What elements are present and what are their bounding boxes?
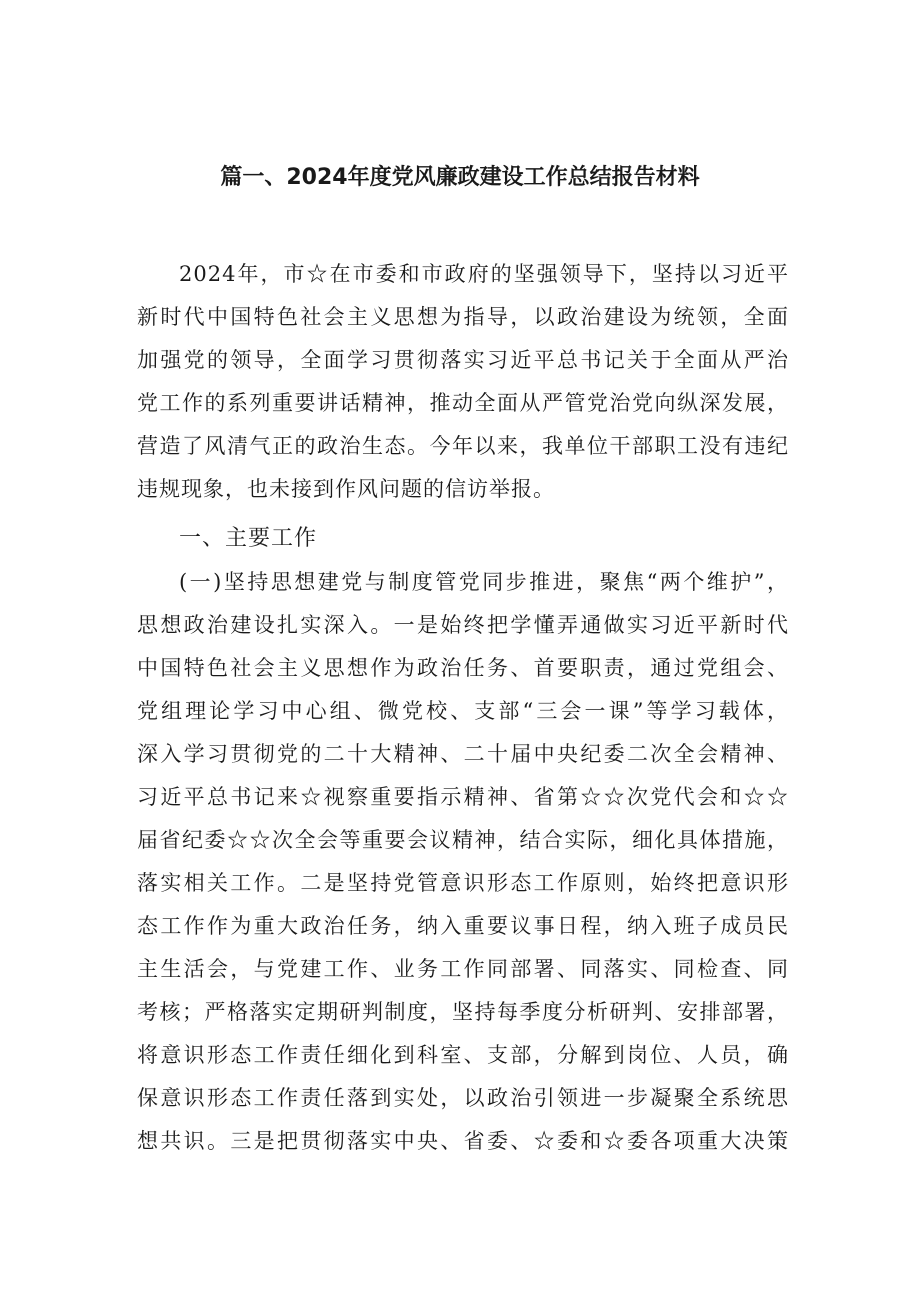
text-line: 加强党的领导，全面学习贯彻落实习近平总书记关于全面从严治 bbox=[137, 348, 789, 372]
text-line: 2024年，市☆在市委和市政府的坚强领导下，坚持以习近平 bbox=[179, 262, 789, 286]
text-line: 考核；严格落实定期研判制度，坚持每季度分析研判、安排部署， bbox=[137, 1000, 789, 1024]
intro-paragraph bbox=[137, 253, 789, 511]
document-title: 篇一、2024年度党风廉政建设工作总结报告材料 bbox=[220, 165, 700, 190]
text-line: 主生活会，与党建工作、业务工作同部署、同落实、同检查、同 bbox=[137, 957, 789, 981]
text-line: (一)坚持思想建党与制度管党同步推进，聚焦“两个维护”， bbox=[179, 570, 789, 594]
section-heading: 一、主要工作 bbox=[179, 526, 318, 551]
text-line: 违规现象，也未接到作风问题的信访举报。 bbox=[137, 477, 555, 501]
section-paragraph bbox=[137, 561, 789, 1163]
text-line: 态工作作为重大政治任务，纳入重要议事日程，纳入班子成员民 bbox=[137, 914, 789, 938]
text-line: 思想政治建设扎实深入。一是始终把学懂弄通做实习近平新时代 bbox=[137, 613, 789, 637]
text-line: 将意识形态工作责任细化到科室、支部，分解到岗位、人员，确 bbox=[137, 1043, 789, 1067]
text-line: 落实相关工作。二是坚持党管意识形态工作原则，始终把意识形 bbox=[137, 871, 789, 895]
text-line: 届省纪委☆☆次全会等重要会议精神，结合实际，细化具体措施， bbox=[137, 828, 789, 852]
text-line: 深入学习贯彻党的二十大精神、二十届中央纪委二次全会精神、 bbox=[137, 742, 789, 766]
text-line: 党工作的系列重要讲话精神，推动全面从严管党治党向纵深发展， bbox=[137, 391, 789, 415]
text-line: 想共识。三是把贯彻落实中央、省委、☆委和☆委各项重大决策 bbox=[137, 1129, 789, 1153]
section-block bbox=[137, 517, 789, 560]
text-line: 保意识形态工作责任落到实处，以政治引领进一步凝聚全系统思 bbox=[137, 1086, 789, 1110]
text-line: 中国特色社会主义思想作为政治任务、首要职责，通过党组会、 bbox=[137, 656, 789, 680]
text-line: 营造了风清气正的政治生态。今年以来，我单位干部职工没有违纪 bbox=[137, 434, 789, 458]
text-line: 新时代中国特色社会主义思想为指导，以政治建设为统领，全面 bbox=[137, 305, 789, 329]
text-line: 习近平总书记来☆视察重要指示精神、省第☆☆次党代会和☆☆ bbox=[137, 785, 789, 809]
text-line: 党组理论学习中心组、微党校、支部“三会一课”等学习载体， bbox=[137, 699, 789, 723]
